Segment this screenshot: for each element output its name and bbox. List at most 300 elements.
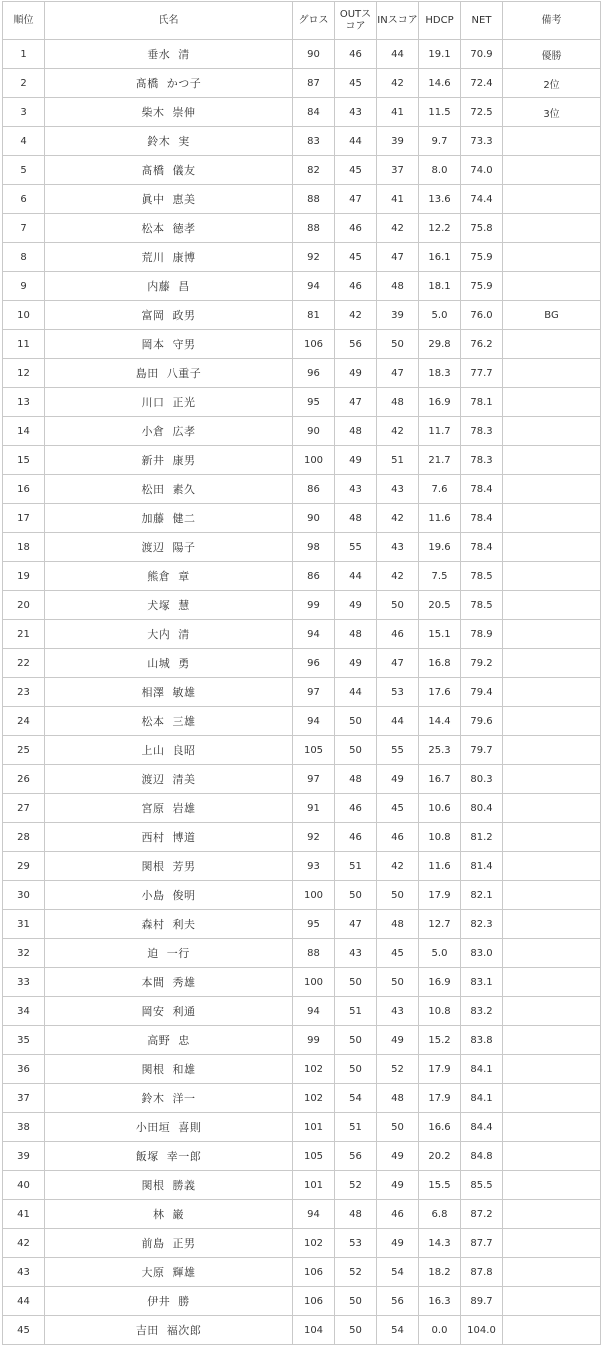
note-cell [503,707,601,736]
note-cell [503,1113,601,1142]
name-cell [45,765,293,794]
note-cell [503,127,601,156]
table-row [3,562,601,591]
hdcp-cell: 16.8 [419,649,461,678]
hdcp-cell: 15.2 [419,1026,461,1055]
last-name: 相澤 [141,686,165,699]
net-cell: 82.3 [461,910,503,939]
table-row [3,243,601,272]
net-cell: 78.4 [461,533,503,562]
in-score-cell: 49 [377,1229,419,1258]
note-cell [503,272,601,301]
gross-cell: 106 [293,330,335,359]
name-cell [45,1113,293,1142]
out-score-cell: 43 [335,475,377,504]
out-score-cell: 49 [335,359,377,388]
note-cell [503,678,601,707]
out-score-cell: 47 [335,910,377,939]
hdcp-cell: 21.7 [419,446,461,475]
note-cell [503,214,601,243]
rank-cell: 16 [3,475,45,504]
net-cell: 87.7 [461,1229,503,1258]
out-score-cell: 50 [335,707,377,736]
table-row [3,649,601,678]
net-cell: 81.2 [461,823,503,852]
in-score-cell: 45 [377,939,419,968]
table-row [3,997,601,1026]
rank-cell: 33 [3,968,45,997]
net-cell: 83.0 [461,939,503,968]
net-cell: 84.4 [461,1113,503,1142]
rank-cell: 7 [3,214,45,243]
note-cell [503,1200,601,1229]
header-rank: 順位 [3,2,45,40]
rank-cell: 24 [3,707,45,736]
note-cell [503,185,601,214]
first-name: 昌 [178,280,190,293]
in-score-cell: 48 [377,910,419,939]
hdcp-cell: 5.0 [419,939,461,968]
last-name: 迫 [147,947,159,960]
first-name: 俊明 [172,889,196,902]
rank-cell: 26 [3,765,45,794]
in-score-cell: 50 [377,591,419,620]
table-row [3,968,601,997]
last-name: 関根 [141,1063,165,1076]
hdcp-cell: 0.0 [419,1316,461,1345]
last-name: 本間 [141,976,165,989]
out-score-cell: 51 [335,1113,377,1142]
first-name: 清 [178,628,190,641]
header-net: NET [461,2,503,40]
table-row [3,504,601,533]
name-cell [45,214,293,243]
gross-cell: 94 [293,272,335,301]
name-cell [45,1084,293,1113]
results-table [2,1,601,1345]
table-row [3,620,601,649]
in-score-cell: 42 [377,214,419,243]
hdcp-cell: 6.8 [419,1200,461,1229]
name-cell [45,185,293,214]
last-name: 岡本 [141,338,165,351]
note-cell [503,446,601,475]
first-name: 博道 [172,831,196,844]
hdcp-cell: 9.7 [419,127,461,156]
out-score-cell: 50 [335,1026,377,1055]
name-cell [45,1200,293,1229]
out-score-cell: 45 [335,243,377,272]
last-name: 犬塚 [147,599,171,612]
in-score-cell: 45 [377,794,419,823]
hdcp-cell: 25.3 [419,736,461,765]
table-row [3,127,601,156]
last-name: 鈴木 [147,135,171,148]
rank-cell: 30 [3,881,45,910]
rank-cell: 27 [3,794,45,823]
net-cell: 83.2 [461,997,503,1026]
out-score-cell: 50 [335,1287,377,1316]
gross-cell: 106 [293,1287,335,1316]
table-row [3,1113,601,1142]
last-name: 林 [153,1208,165,1221]
hdcp-cell: 20.2 [419,1142,461,1171]
rank-cell: 32 [3,939,45,968]
hdcp-cell: 11.6 [419,504,461,533]
net-cell: 72.4 [461,69,503,98]
first-name: かつ子 [166,77,202,90]
last-name: 髙橋 [141,164,165,177]
gross-cell: 101 [293,1113,335,1142]
name-cell [45,504,293,533]
hdcp-cell: 15.5 [419,1171,461,1200]
last-name: 富岡 [141,309,165,322]
gross-cell: 96 [293,649,335,678]
net-cell: 78.5 [461,562,503,591]
name-cell [45,852,293,881]
rank-cell: 18 [3,533,45,562]
in-score-cell: 46 [377,620,419,649]
last-name: 熊倉 [147,570,171,583]
table-row [3,1316,601,1345]
in-score-cell: 41 [377,185,419,214]
header-hdcp: HDCP [419,2,461,40]
rank-cell: 45 [3,1316,45,1345]
hdcp-cell: 11.6 [419,852,461,881]
rank-cell: 37 [3,1084,45,1113]
gross-cell: 84 [293,98,335,127]
table-row [3,1200,601,1229]
gross-cell: 100 [293,881,335,910]
name-cell [45,243,293,272]
first-name: 三雄 [172,715,196,728]
table-row [3,765,601,794]
in-score-cell: 53 [377,678,419,707]
name-cell [45,1229,293,1258]
out-score-cell: 44 [335,562,377,591]
table-row [3,881,601,910]
table-row [3,446,601,475]
net-cell: 72.5 [461,98,503,127]
name-cell [45,301,293,330]
rank-cell: 15 [3,446,45,475]
name-cell [45,156,293,185]
out-score-cell: 49 [335,649,377,678]
last-name: 髙橋 [135,77,159,90]
first-name: 利通 [172,1005,196,1018]
name-cell [45,794,293,823]
first-name: 崇伸 [172,106,196,119]
out-score-cell: 49 [335,446,377,475]
out-score-cell: 48 [335,765,377,794]
net-cell: 74.4 [461,185,503,214]
gross-cell: 88 [293,185,335,214]
rank-cell: 42 [3,1229,45,1258]
in-score-cell: 47 [377,359,419,388]
header-gross: グロス [293,2,335,40]
gross-cell: 97 [293,678,335,707]
header-out-score: OUTスコア [335,2,377,40]
out-score-cell: 42 [335,301,377,330]
first-name: 福次郎 [166,1324,202,1337]
out-score-cell: 56 [335,1142,377,1171]
first-name: 幸一郎 [166,1150,202,1163]
gross-cell: 101 [293,1171,335,1200]
rank-cell: 19 [3,562,45,591]
first-name: 正光 [172,396,196,409]
out-score-cell: 46 [335,40,377,69]
first-name: 素久 [172,483,196,496]
last-name: 内藤 [147,280,171,293]
out-score-cell: 48 [335,1200,377,1229]
in-score-cell: 43 [377,997,419,1026]
rank-cell: 35 [3,1026,45,1055]
name-cell [45,40,293,69]
out-score-cell: 49 [335,591,377,620]
rank-cell: 14 [3,417,45,446]
rank-cell: 23 [3,678,45,707]
header-row [3,2,601,40]
name-cell [45,707,293,736]
last-name: 加藤 [141,512,165,525]
net-cell: 78.4 [461,475,503,504]
name-cell [45,649,293,678]
last-name: 渡辺 [141,541,165,554]
note-cell [503,736,601,765]
table-row [3,475,601,504]
note-cell [503,388,601,417]
rank-cell: 6 [3,185,45,214]
last-name: 西村 [141,831,165,844]
table-row [3,1171,601,1200]
out-score-cell: 44 [335,678,377,707]
rank-cell: 41 [3,1200,45,1229]
rank-cell: 9 [3,272,45,301]
gross-cell: 88 [293,214,335,243]
in-score-cell: 37 [377,156,419,185]
out-score-cell: 48 [335,417,377,446]
name-cell [45,330,293,359]
rank-cell: 12 [3,359,45,388]
net-cell: 84.1 [461,1055,503,1084]
rank-cell: 8 [3,243,45,272]
last-name: 柴木 [141,106,165,119]
note-cell [503,591,601,620]
table-row [3,272,601,301]
rank-cell: 40 [3,1171,45,1200]
in-score-cell: 49 [377,1026,419,1055]
in-score-cell: 52 [377,1055,419,1084]
name-cell [45,98,293,127]
out-score-cell: 52 [335,1171,377,1200]
last-name: 岡安 [141,1005,165,1018]
hdcp-cell: 10.8 [419,997,461,1026]
net-cell: 74.0 [461,156,503,185]
name-cell [45,69,293,98]
gross-cell: 97 [293,765,335,794]
first-name: 清 [178,48,190,61]
table-row [3,1084,601,1113]
table-row [3,852,601,881]
table-row [3,1142,601,1171]
table-row [3,417,601,446]
hdcp-cell: 8.0 [419,156,461,185]
name-cell [45,997,293,1026]
rank-cell: 17 [3,504,45,533]
first-name: 清美 [172,773,196,786]
gross-cell: 95 [293,910,335,939]
first-name: 政男 [172,309,196,322]
rank-cell: 21 [3,620,45,649]
first-name: 勝義 [172,1179,196,1192]
net-cell: 83.1 [461,968,503,997]
gross-cell: 96 [293,359,335,388]
first-name: 岩雄 [172,802,196,815]
note-cell [503,504,601,533]
hdcp-cell: 20.5 [419,591,461,620]
name-cell [45,562,293,591]
name-cell [45,1171,293,1200]
last-name: 荒川 [141,251,165,264]
out-score-cell: 48 [335,504,377,533]
table-body [3,40,601,1345]
in-score-cell: 42 [377,69,419,98]
name-cell [45,1258,293,1287]
name-cell [45,475,293,504]
hdcp-cell: 10.6 [419,794,461,823]
note-cell [503,939,601,968]
table-row [3,40,601,69]
hdcp-cell: 11.7 [419,417,461,446]
hdcp-cell: 13.6 [419,185,461,214]
gross-cell: 82 [293,156,335,185]
in-score-cell: 49 [377,1171,419,1200]
table-row [3,1287,601,1316]
rank-cell: 25 [3,736,45,765]
net-cell: 79.4 [461,678,503,707]
rank-cell: 29 [3,852,45,881]
rank-cell: 28 [3,823,45,852]
gross-cell: 100 [293,968,335,997]
net-cell: 81.4 [461,852,503,881]
last-name: 川口 [141,396,165,409]
net-cell: 75.9 [461,243,503,272]
net-cell: 79.6 [461,707,503,736]
table-row [3,98,601,127]
in-score-cell: 47 [377,243,419,272]
net-cell: 78.1 [461,388,503,417]
in-score-cell: 44 [377,707,419,736]
name-cell [45,417,293,446]
gross-cell: 94 [293,707,335,736]
rank-cell: 2 [3,69,45,98]
in-score-cell: 42 [377,852,419,881]
out-score-cell: 52 [335,1258,377,1287]
first-name: 正男 [172,1237,196,1250]
rank-cell: 43 [3,1258,45,1287]
hdcp-cell: 12.7 [419,910,461,939]
name-cell [45,1142,293,1171]
net-cell: 89.7 [461,1287,503,1316]
first-name: 健二 [172,512,196,525]
note-cell: BG [503,301,601,330]
name-cell [45,359,293,388]
name-cell [45,127,293,156]
gross-cell: 98 [293,533,335,562]
in-score-cell: 51 [377,446,419,475]
in-score-cell: 41 [377,98,419,127]
gross-cell: 99 [293,591,335,620]
out-score-cell: 47 [335,388,377,417]
last-name: 前島 [141,1237,165,1250]
table-row [3,1258,601,1287]
note-cell [503,243,601,272]
out-score-cell: 50 [335,881,377,910]
last-name: 眞中 [141,193,165,206]
gross-cell: 95 [293,388,335,417]
first-name: 敏雄 [172,686,196,699]
table-row [3,678,601,707]
table-row [3,330,601,359]
gross-cell: 99 [293,1026,335,1055]
in-score-cell: 43 [377,533,419,562]
last-name: 森村 [141,918,165,931]
name-cell [45,591,293,620]
first-name: 喜則 [178,1121,202,1134]
in-score-cell: 50 [377,330,419,359]
note-cell [503,330,601,359]
net-cell: 73.3 [461,127,503,156]
in-score-cell: 39 [377,301,419,330]
hdcp-cell: 18.1 [419,272,461,301]
first-name: 康博 [172,251,196,264]
note-cell [503,1055,601,1084]
rank-cell: 11 [3,330,45,359]
hdcp-cell: 17.9 [419,1084,461,1113]
in-score-cell: 44 [377,40,419,69]
first-name: 慧 [178,599,190,612]
table-row [3,533,601,562]
gross-cell: 100 [293,446,335,475]
first-name: 和雄 [172,1063,196,1076]
hdcp-cell: 11.5 [419,98,461,127]
out-score-cell: 50 [335,736,377,765]
table-row [3,939,601,968]
hdcp-cell: 16.6 [419,1113,461,1142]
note-cell: 優勝 [503,40,601,69]
hdcp-cell: 14.6 [419,69,461,98]
rank-cell: 10 [3,301,45,330]
hdcp-cell: 16.9 [419,968,461,997]
in-score-cell: 55 [377,736,419,765]
net-cell: 83.8 [461,1026,503,1055]
out-score-cell: 53 [335,1229,377,1258]
out-score-cell: 56 [335,330,377,359]
net-cell: 104.0 [461,1316,503,1345]
note-cell: 3位 [503,98,601,127]
name-cell [45,968,293,997]
in-score-cell: 49 [377,1142,419,1171]
gross-cell: 86 [293,562,335,591]
in-score-cell: 43 [377,475,419,504]
gross-cell: 92 [293,823,335,852]
in-score-cell: 42 [377,417,419,446]
table-row [3,1026,601,1055]
first-name: 陽子 [172,541,196,554]
out-score-cell: 46 [335,214,377,243]
last-name: 伊井 [147,1295,171,1308]
first-name: 洋一 [172,1092,196,1105]
